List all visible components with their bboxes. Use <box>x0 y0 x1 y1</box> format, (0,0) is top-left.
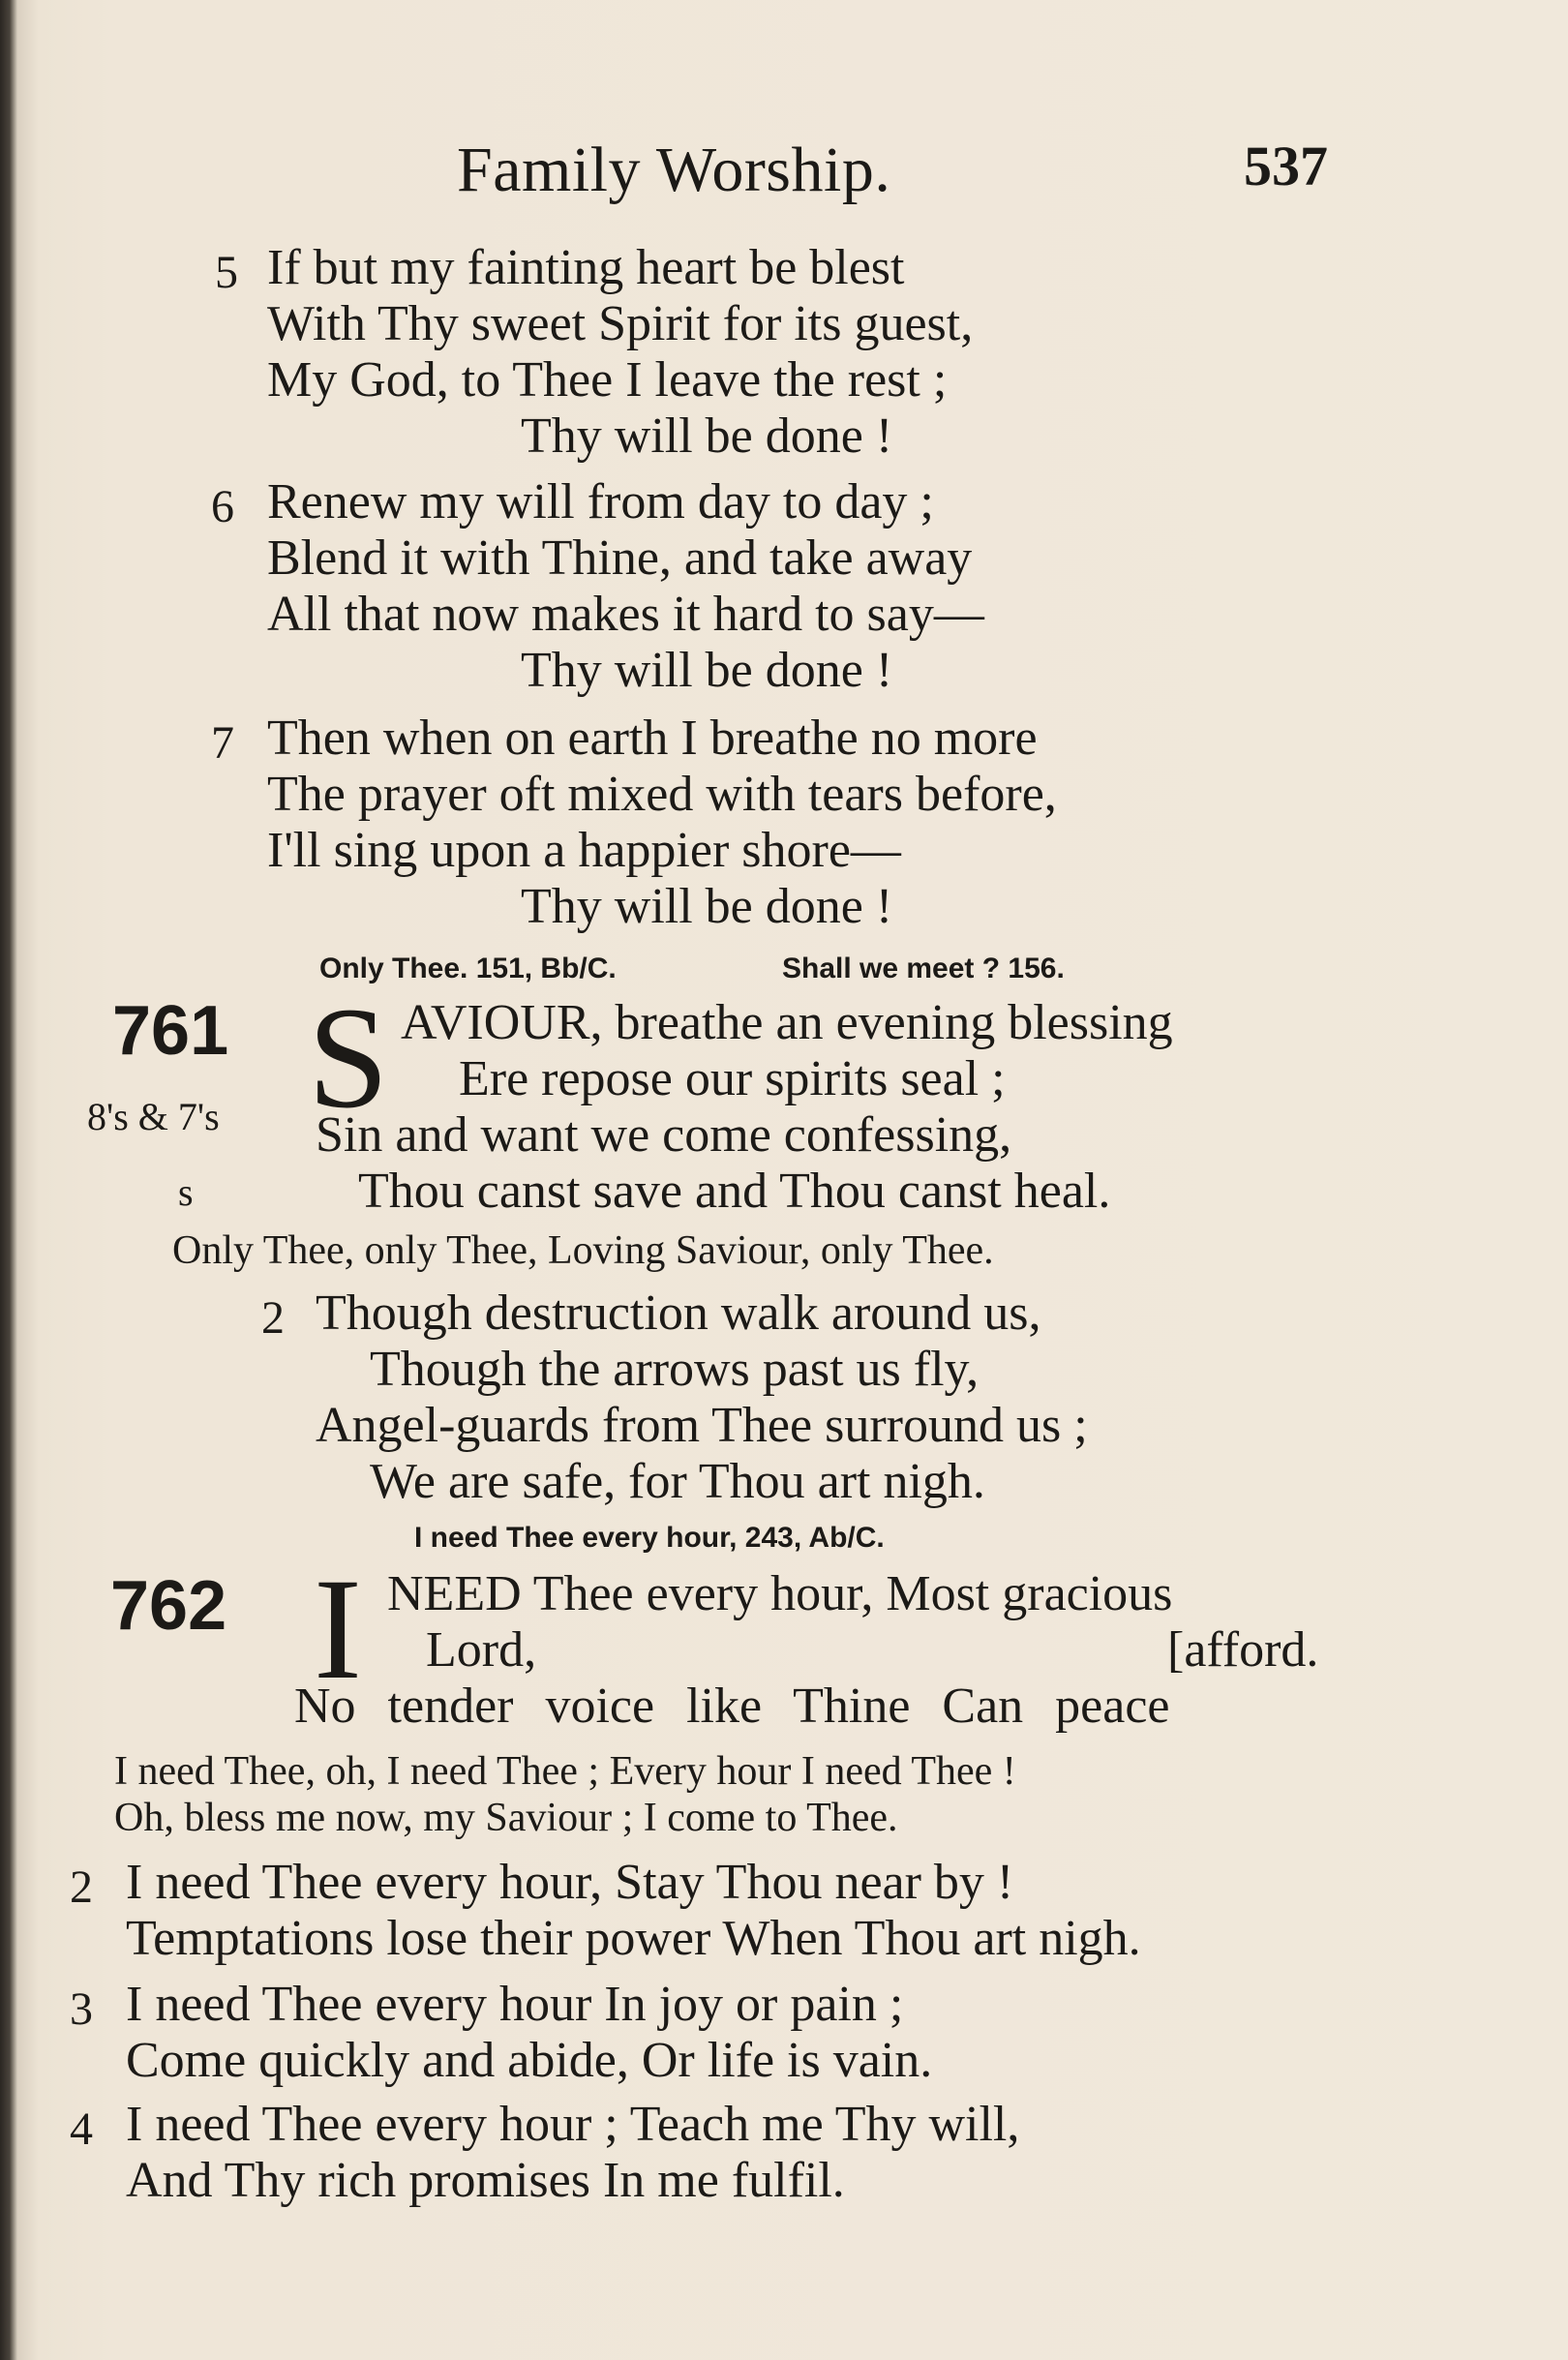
verse-line: Thy will be done ! <box>521 643 893 698</box>
verse-line: With Thy sweet Spirit for its guest, <box>267 296 974 351</box>
verse-line: [afford. <box>1167 1622 1319 1678</box>
verse-line: The prayer oft mixed with tears before, <box>267 767 1057 822</box>
verse-line: Though the arrows past us fly, <box>370 1342 980 1397</box>
verse-line: Angel-guards from Thee surround us ; <box>316 1398 1088 1453</box>
verse-line: Lord, <box>426 1622 537 1678</box>
running-head-title: Family Worship. <box>457 135 891 205</box>
verse-line: And Thy rich promises In me fulfil. <box>126 2153 845 2208</box>
verse-line: All that now makes it hard to say— <box>267 587 984 642</box>
drop-cap: S <box>308 978 389 1138</box>
verse-line: Though destruction walk around us, <box>316 1286 1041 1341</box>
verse-line: Thou canst save and Thou canst heal. <box>358 1164 1111 1219</box>
tune-reference: Only Thee. 151, Bb/C. <box>319 953 617 984</box>
tune-reference: Shall we meet ? 156. <box>782 953 1065 984</box>
meter: 8's & 7's <box>87 1095 220 1138</box>
refrain: Only Thee, only Thee, Loving Saviour, only Thee. <box>172 1228 994 1273</box>
verse-line: We are safe, for Thou art nigh. <box>370 1454 985 1509</box>
stanza-number: 2 <box>70 1861 93 1913</box>
stanza-number: 5 <box>215 247 238 298</box>
stanza-number: 4 <box>70 2103 93 2155</box>
verse-line: Thy will be done ! <box>521 879 893 934</box>
stanza-number: 6 <box>211 481 234 532</box>
verse-line: Ere repose our spirits seal ; <box>459 1051 1006 1106</box>
verse-line: Come quickly and abide, Or life is vain. <box>126 2033 933 2088</box>
verse-line: I'll sing upon a happier shore— <box>267 823 901 878</box>
stanza-number: 3 <box>70 1983 93 2035</box>
verse-line: AVIOUR, breathe an evening blessing <box>401 995 1173 1050</box>
drop-cap: I <box>314 1549 362 1709</box>
stanza-number: 2 <box>261 1292 285 1344</box>
verse-line: I need Thee every hour, Stay Thou near by ! <box>126 1855 1014 1910</box>
marker: s <box>178 1170 194 1214</box>
tune-reference: I need Thee every hour, 243, Ab/C. <box>414 1522 885 1554</box>
verse-line: My God, to Thee I leave the rest ; <box>267 352 948 408</box>
chorus-line: Oh, bless me now, my Saviour ; I come to Thee. <box>114 1796 898 1840</box>
verse-line: Thy will be done ! <box>521 408 893 464</box>
verse-line: No tender voice like Thine Can peace <box>294 1679 1170 1734</box>
verse-line: If but my fainting heart be blest <box>267 240 905 295</box>
chorus-line: I need Thee, oh, I need Thee ; Every hour I need Thee ! <box>114 1749 1016 1794</box>
verse-line: NEED Thee every hour, Most gracious <box>387 1566 1173 1621</box>
verse-line: Blend it with Thine, and take away <box>267 530 973 586</box>
verse-line: Sin and want we come confessing, <box>316 1107 1012 1163</box>
stanza-number: 7 <box>211 717 234 769</box>
hymn-number: 761 <box>112 992 229 1070</box>
verse-line: Then when on earth I breathe no more <box>267 711 1038 766</box>
verse-line: Renew my will from day to day ; <box>267 474 934 529</box>
verse-line: I need Thee every hour In joy or pain ; <box>126 1977 904 2032</box>
verse-line: Temptations lose their power When Thou art nigh. <box>126 1911 1141 1966</box>
verse-line: I need Thee every hour ; Teach me Thy will, <box>126 2097 1020 2152</box>
hymn-number: 762 <box>110 1567 227 1645</box>
page-number: 537 <box>1244 135 1328 197</box>
